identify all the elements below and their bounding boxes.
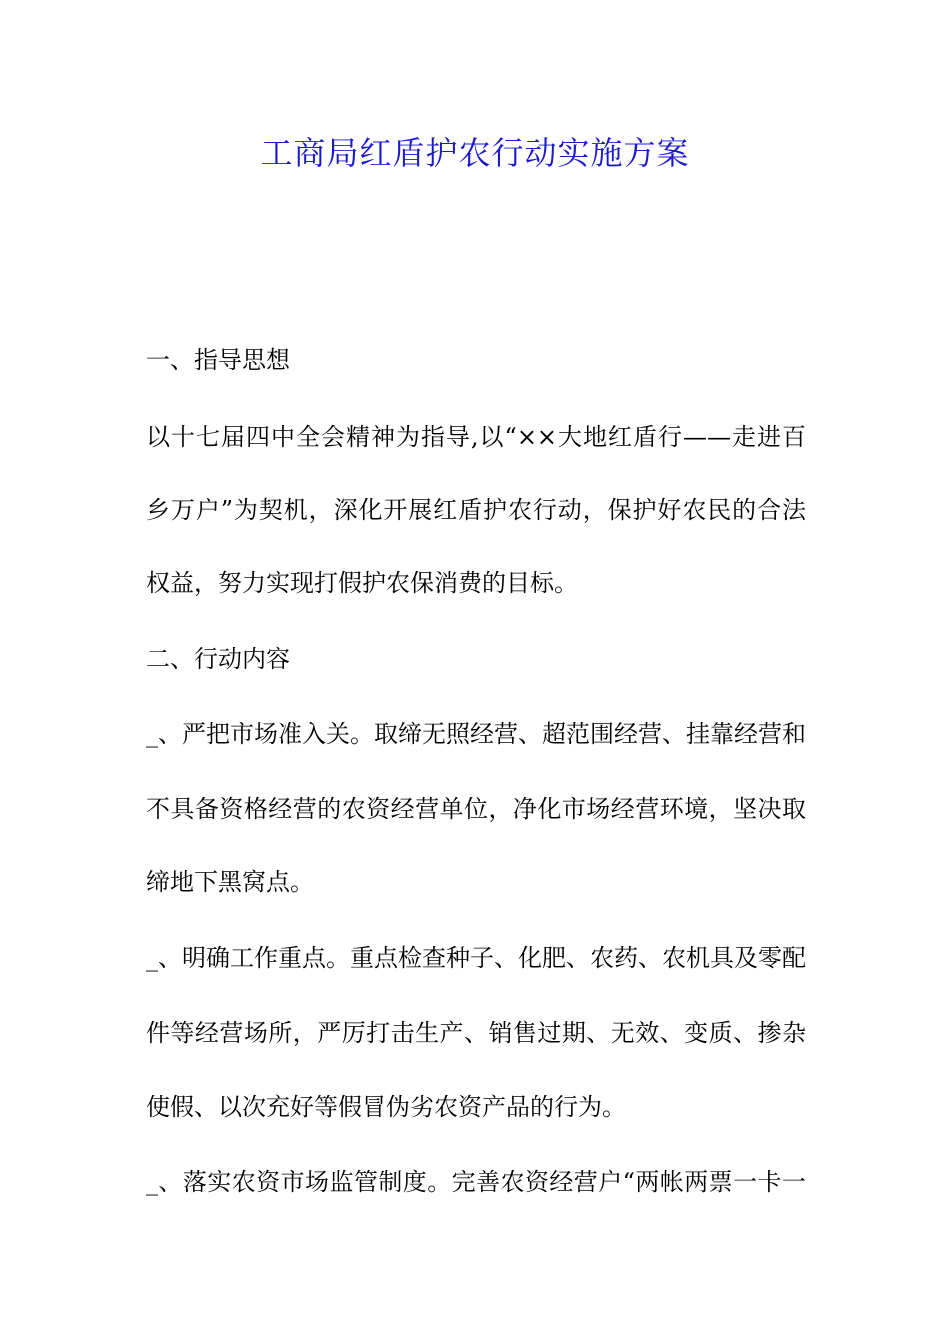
paragraph-line: 缔地下黑窝点。: [146, 868, 314, 896]
paragraph-line: _、落实农资市场监管制度。完善农资经营户“两帐两票一卡一: [146, 1168, 806, 1196]
paragraph-line: 件等经营场所，严厉打击生产、销售过期、无效、变质、掺杂: [146, 1019, 806, 1047]
document-title: 工商局红盾护农行动实施方案: [260, 134, 690, 172]
paragraph-line: _、严把市场准入关。取缔无照经营、超范围经营、挂靠经营和: [146, 720, 806, 748]
paragraph-line: 使假、以次充好等假冒伪劣农资产品的行为。: [146, 1093, 626, 1121]
paragraph-line: 乡万户”为契机，深化开展红盾护农行动，保护好农民的合法: [146, 496, 806, 524]
paragraph-line: 以十七届四中全会精神为指导,以“××大地红盾行——走进百: [146, 423, 806, 451]
paragraph-line: 不具备资格经营的农资经营单位，净化市场经营环境，坚决取: [146, 795, 806, 823]
paragraph-line: _、明确工作重点。重点检查种子、化肥、农药、农机具及零配: [146, 944, 806, 972]
paragraph-line: 权益，努力实现打假护农保消费的目标。: [146, 569, 578, 597]
section-heading-guiding-ideology: 一、指导思想: [146, 346, 290, 374]
section-heading-action-content: 二、行动内容: [146, 645, 290, 673]
